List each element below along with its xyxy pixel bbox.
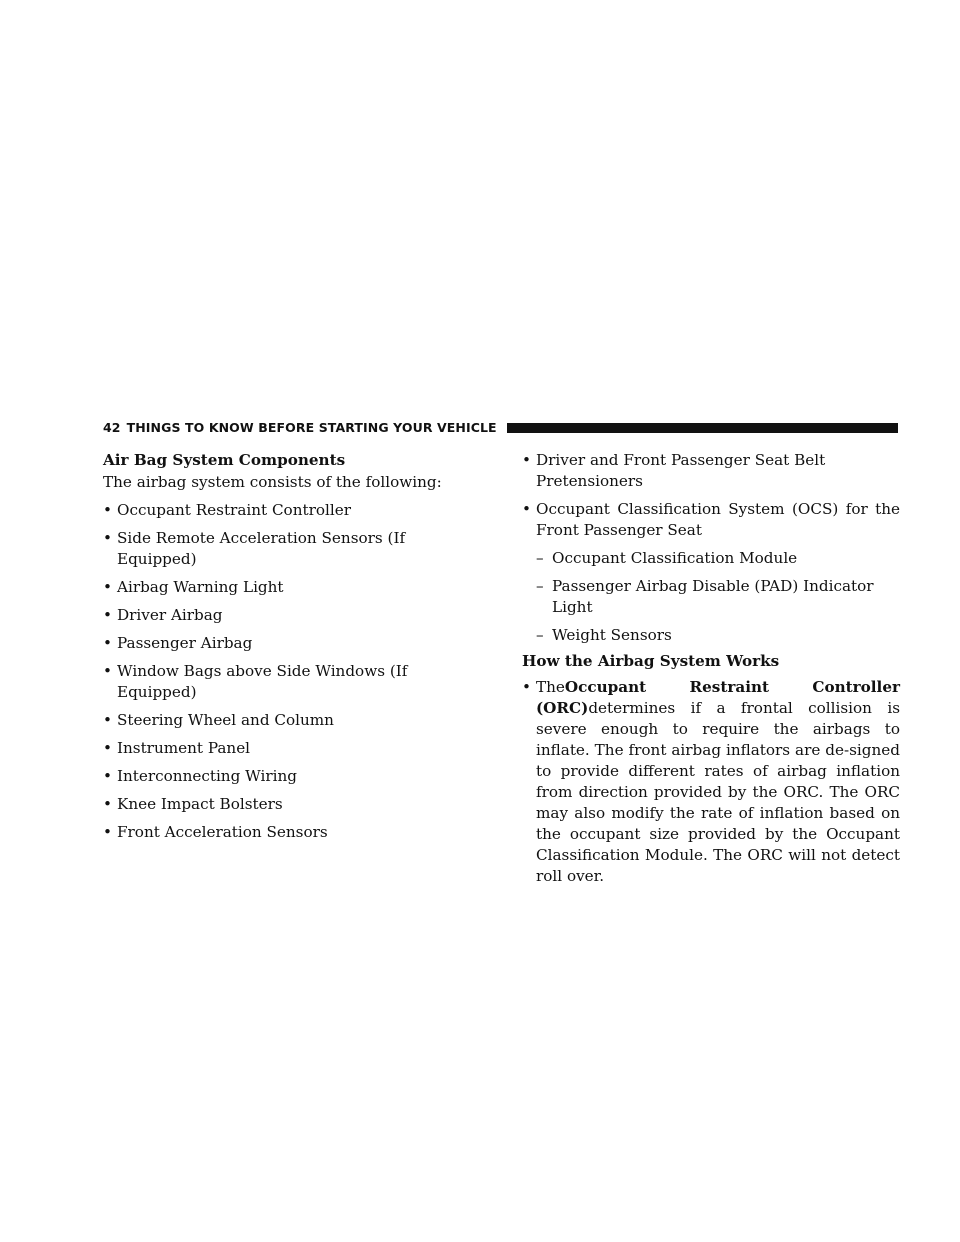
bullet-icon: • [103, 578, 112, 596]
list-item-text: Driver Airbag [117, 606, 223, 624]
bullet-icon: • [522, 678, 531, 696]
bullet-icon: • [522, 500, 531, 518]
orc-prefix: The [536, 678, 565, 696]
list-item-text: Front Acceleration Sensors [117, 823, 328, 841]
list-item [522, 677, 900, 887]
list-item-text: Occupant Classification System (OCS) for the Front Passenger Seat [536, 500, 900, 539]
list-item [103, 766, 478, 787]
list-item [103, 794, 478, 815]
list-item-text: Driver and Front Passenger Seat Belt Pretensioners [536, 451, 826, 490]
components-heading: Air Bag System Components [103, 451, 346, 469]
list-item-text: Interconnecting Wiring [117, 767, 297, 785]
bullet-icon: • [103, 711, 112, 729]
list-item-text: Airbag Warning Light [117, 578, 284, 596]
dash-icon: – [536, 549, 544, 567]
left-column [103, 450, 478, 843]
list-item [103, 710, 478, 731]
sub-list-item [522, 576, 900, 618]
list-item [522, 450, 900, 492]
header-rule [507, 423, 898, 433]
sub-list-item-text: Weight Sensors [552, 626, 672, 644]
sub-list-item [522, 548, 900, 569]
bullet-icon: • [103, 606, 112, 624]
bullet-icon: • [103, 823, 112, 841]
list-item [103, 633, 478, 654]
page-header [103, 419, 898, 437]
section-title: THINGS TO KNOW BEFORE STARTING YOUR VEHICLE [126, 420, 497, 435]
list-item [103, 661, 478, 703]
list-item-text: Window Bags above Side Windows (If Equipped) [117, 662, 408, 701]
sub-list-item-text: Passenger Airbag Disable (PAD) Indicator Light [552, 577, 874, 616]
bullet-icon: • [103, 795, 112, 813]
list-item [103, 822, 478, 843]
list-item-text: Side Remote Acceleration Sensors (If Equipped) [117, 529, 406, 568]
bullet-icon: • [103, 501, 112, 519]
list-item-text: Instrument Panel [117, 739, 251, 757]
bullet-icon: • [103, 529, 112, 547]
components-intro: The airbag system consists of the following: [103, 473, 442, 491]
list-item-text: Passenger Airbag [117, 634, 253, 652]
dash-icon: – [536, 626, 544, 644]
orc-description: determines if a frontal collision is severe enough to require the airbags to inflate. The front airbag inflators are de-signed to provide different rates of airbag inflation from direction provided by the ORC. The ORC may also modify the rate of inflation based on the occupant size provided by the Occupant Classification Module. The ORC will not detect roll over. [536, 699, 900, 885]
bullet-icon: • [103, 767, 112, 785]
page-number: 42 [103, 420, 121, 435]
list-item [103, 500, 478, 521]
dash-icon: – [536, 577, 544, 595]
list-item [103, 528, 478, 570]
works-heading: How the Airbag System Works [522, 652, 780, 670]
bullet-icon: • [522, 451, 531, 469]
sub-list-item-text: Occupant Classification Module [552, 549, 798, 567]
bullet-icon: • [103, 739, 112, 757]
list-item [522, 499, 900, 541]
bullet-icon: • [103, 634, 112, 652]
list-item [103, 605, 478, 626]
list-item-text: Steering Wheel and Column [117, 711, 334, 729]
list-item [103, 738, 478, 759]
orc-term: Occupant Restraint Controller (ORC) [536, 678, 900, 717]
sub-list-item [522, 625, 900, 646]
right-column [522, 450, 900, 887]
list-item-text: Occupant Restraint Controller [117, 501, 351, 519]
bullet-icon: • [103, 662, 112, 680]
list-item-text: Knee Impact Bolsters [117, 795, 283, 813]
list-item [103, 577, 478, 598]
